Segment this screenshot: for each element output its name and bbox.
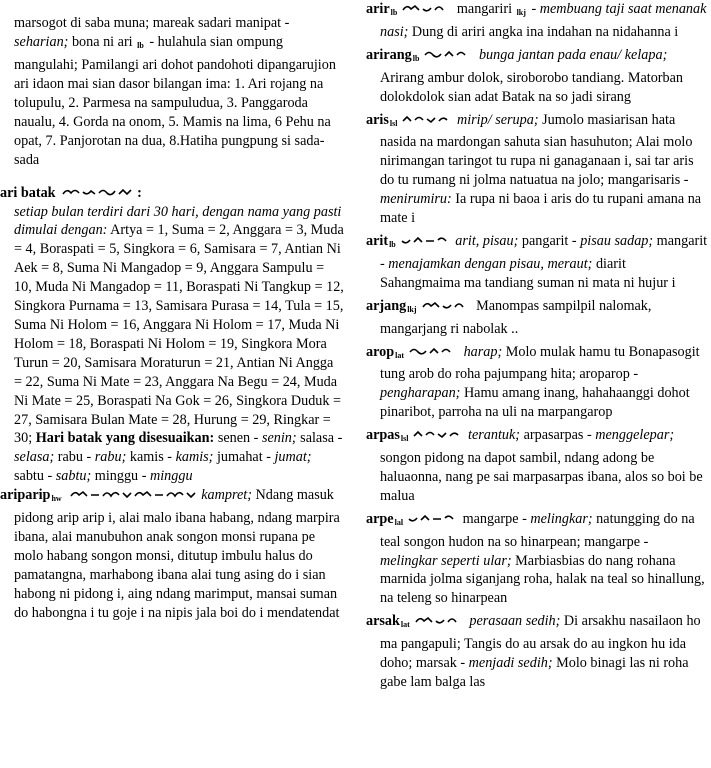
headword: ari batak bbox=[0, 184, 56, 201]
gloss: rabu; bbox=[94, 449, 127, 466]
entry-text: marsogot di saba muna; mareak sadari manipat - bbox=[14, 15, 290, 32]
entry-aris bbox=[366, 111, 709, 228]
entry-text: Jumolo masiarisan hata nasida na mardongan sahuta sian hasuhuton; Alai molo nirimangan taringot tu rupa ni ganaganaan i, sai tar aris do tu rumang ni jolma natuatua na jolo; mangarisaris - bbox=[380, 111, 694, 189]
word-class-code: lat bbox=[400, 620, 410, 630]
entry-ariparip bbox=[0, 486, 344, 622]
gloss: perasaan sedih; bbox=[469, 613, 561, 630]
entry-text: bona ni ari bbox=[68, 34, 137, 51]
batak-script-glyph bbox=[70, 489, 198, 500]
headword: ariparip bbox=[0, 487, 51, 504]
batak-script-glyph bbox=[422, 300, 470, 311]
entry-text: Hamu amang inang, hahahaanggi dohot pinaribot, parroha na uli na marpangarop bbox=[380, 385, 690, 421]
entry-text: rabu - bbox=[54, 449, 95, 466]
entry-text: diarit Sahangmaima ma tandiang suman ni mata ni hujur i bbox=[380, 255, 676, 291]
gloss: senin; bbox=[261, 430, 297, 447]
word-class-code: lb bbox=[390, 8, 398, 17]
entry-text: senen - bbox=[214, 430, 262, 447]
gloss: jumat; bbox=[274, 449, 312, 466]
entry-arsak bbox=[366, 612, 709, 692]
word-class-code: lb bbox=[137, 41, 144, 51]
batak-script-glyph bbox=[402, 3, 450, 14]
headword: aris bbox=[366, 111, 389, 128]
entry-text: Manompas sampilpil nalomak, mangarjang ri nabolak .. bbox=[380, 297, 652, 337]
word-class-code: lat bbox=[395, 350, 405, 360]
entry-arirang bbox=[366, 46, 709, 107]
batak-script-glyph bbox=[402, 114, 450, 125]
batak-script-glyph bbox=[415, 615, 463, 626]
hari-batak-heading: Hari batak yang disesuaikan: bbox=[35, 430, 215, 447]
gloss: menjadi sedih; bbox=[468, 655, 553, 672]
gloss: melingkar; bbox=[530, 510, 593, 527]
gloss: bunga jantan pada enau/ kelapa; bbox=[478, 46, 668, 63]
entry-text: - bbox=[527, 1, 540, 17]
entry-text: Marbiasbias do nang rohana marnida jolma siganjang roha, halak na teal so hinallung, na teleng so hinarpean bbox=[380, 552, 705, 607]
batak-script-glyph bbox=[409, 346, 457, 357]
entry-text: pangarit - bbox=[518, 232, 581, 249]
headword: arpas bbox=[366, 427, 400, 444]
gloss: seharian; bbox=[14, 34, 69, 51]
gloss: terantuk; bbox=[468, 427, 521, 444]
word-class-code: lsl bbox=[400, 434, 409, 444]
headword: arit bbox=[366, 232, 389, 249]
entry-continuation bbox=[0, 14, 344, 169]
gloss: selasa; bbox=[14, 449, 55, 466]
gloss: sabtu; bbox=[55, 468, 92, 485]
gloss: mirip/ serupa; bbox=[456, 111, 539, 128]
entry-text: Arirang ambur dolok, siroborobo tandiang. Matorban dolokdolok sian adat Batak na so jadi sirang bbox=[380, 69, 683, 105]
word-class-code: lb bbox=[412, 53, 420, 63]
entry-arit bbox=[366, 232, 709, 293]
headword: arjang bbox=[366, 297, 407, 314]
entry-text: Dung di ariri angka ina indahan na nidahanna i bbox=[408, 23, 679, 40]
gloss: harap; bbox=[463, 343, 503, 360]
entry-text: jumahat - bbox=[213, 449, 275, 466]
headword: arpe bbox=[366, 510, 394, 527]
entry-text: salasa - bbox=[296, 430, 343, 447]
word-class-code: lb bbox=[389, 239, 396, 249]
batak-script-glyph bbox=[401, 235, 449, 246]
gloss: kamis; bbox=[175, 449, 214, 466]
word-class-code: lkj bbox=[516, 8, 526, 17]
left-column bbox=[0, 0, 344, 622]
entry-text: natungging do na teal songon hudon na so hinarpean; mangarpe - bbox=[380, 510, 695, 550]
gloss: arit, pisau; bbox=[455, 232, 519, 249]
right-column bbox=[366, 0, 709, 692]
gloss: menajamkan dengan pisau, meraut; bbox=[388, 255, 593, 272]
word-class-code: lkj bbox=[407, 304, 417, 314]
headword: arirang bbox=[366, 46, 412, 63]
headword: arop bbox=[366, 343, 395, 360]
entry-text: Di arsakhu nasailaon ho ma pangapuli; Tangis do au arsak do au ingkon hu ida doho; marsak - bbox=[380, 613, 701, 672]
entry-text: mangarit - bbox=[380, 232, 708, 272]
entry-arop bbox=[366, 343, 709, 423]
entry-arjang bbox=[366, 297, 709, 339]
word-class-code: lsl bbox=[389, 118, 398, 128]
entry-text: songon pidong na dapot sambil, ndang adong be haluaonna, nang pe sai marpasarpas ibana, alos so boi be malua bbox=[380, 450, 703, 504]
batak-script-glyph bbox=[424, 49, 472, 60]
gloss: kampret; bbox=[201, 487, 252, 504]
headword: arir bbox=[366, 1, 390, 17]
entry-text: - hulahula sian ompung mangulahi; Pamilangi ari dohot pandohoti dipangarujion ari idaon mai sian dasor bilangan ima: 1. Ari rojang na tolupulu, 2. Parmesa na sampuludua, 3. Panggaroda naualu, 4. Gorda na onom, 5. Mamis na lima, 6 Pehu na opat, 7. Panjorotan na dua, 8.Hatiha pungpung si sada-sada bbox=[14, 34, 336, 168]
entry-text: Molo binagi las ni roha gabe lam balga las bbox=[380, 655, 689, 690]
entry-ari-batak bbox=[0, 184, 344, 487]
entry-text: mangarpe - bbox=[459, 510, 531, 527]
entry-arpas bbox=[366, 426, 709, 506]
entry-text: kamis - bbox=[126, 449, 176, 466]
day-list: Artya = 1, Suma = 2, Anggara = 3, Muda = 4, Boraspati = 5, Singkora = 6, Samisara = 7, Antian Ni Aek = 8, Suma Ni Mangadop = 9, Anggara Sampulu = 10, Muda Ni Mangadop = 11, Boraspati Ni Tangkup = 12, Singkora Purnama = 13, Samisara Purasa = 14, Tula = 15, Suma Ni Holom = 16, Anggara Ni Holom = 17, Muda Ni Holom = 18, Boraspati Ni Holom = 19, Singkora Mora Turun = 20, Samisara Moraturun = 21, Antian Ni Angga = 22, Suma Ni Mate = 23, Anggara Na Begu = 24, Muda Ni Mate = 25, Boraspati Na Gok = 26, Singkora Duduk = 27, Samisara Bulan Mate = 28, Hurung = 29, Ringkar = 30; bbox=[14, 222, 344, 447]
gloss: menirumiru: bbox=[380, 191, 452, 208]
headword-colon: : bbox=[137, 184, 142, 201]
entry-text: arpasarpas - bbox=[520, 427, 596, 444]
word-class-code: lal bbox=[394, 517, 404, 527]
entry-body: Ndang masuk pidong arip arip i, alai malo ibana habang, ndang marpira ibana, alai manubuhon anak songon monsi rupana pe molo habang songon monsi, ditutup imbulu halus do pamatangna, marhabong ibana alai tung asing do i sian habong ni pidong i, aing ndang marimput, mansai suman do habongna i tu goje i na nipis jala boi do i mendatendat bbox=[14, 487, 340, 621]
definition: setiap bulan terdiri dari 30 hari, dengan nama yang pasti dimulai dengan: bbox=[14, 203, 342, 239]
gloss: menggelepar; bbox=[595, 427, 675, 444]
entry-text: minggu - bbox=[91, 468, 150, 485]
entry-text: Molo mulak hamu tu Bonapasogit tung arob do roha pajumpang hita; aroparop - bbox=[380, 343, 700, 383]
entry-text: sabtu - bbox=[14, 468, 56, 485]
entry-arpe bbox=[366, 510, 709, 609]
entry-text: Ia rupa ni baoa i aris do tu rupani amana na mate i bbox=[380, 191, 702, 227]
entry-text: mangariri bbox=[453, 1, 516, 17]
batak-script-glyph bbox=[413, 429, 461, 440]
batak-script-glyph bbox=[62, 187, 134, 198]
batak-script-glyph bbox=[408, 513, 456, 524]
gloss: melingkar seperti ular; bbox=[380, 552, 512, 569]
entry-arir bbox=[366, 0, 709, 42]
headword: arsak bbox=[366, 613, 400, 630]
gloss: pisau sadap; bbox=[580, 232, 654, 249]
gloss: minggu bbox=[149, 468, 193, 485]
word-class-code: hw bbox=[51, 494, 62, 504]
gloss: membuang taji saat menanak nasi; bbox=[380, 1, 707, 40]
gloss: pengharapan; bbox=[380, 385, 461, 402]
